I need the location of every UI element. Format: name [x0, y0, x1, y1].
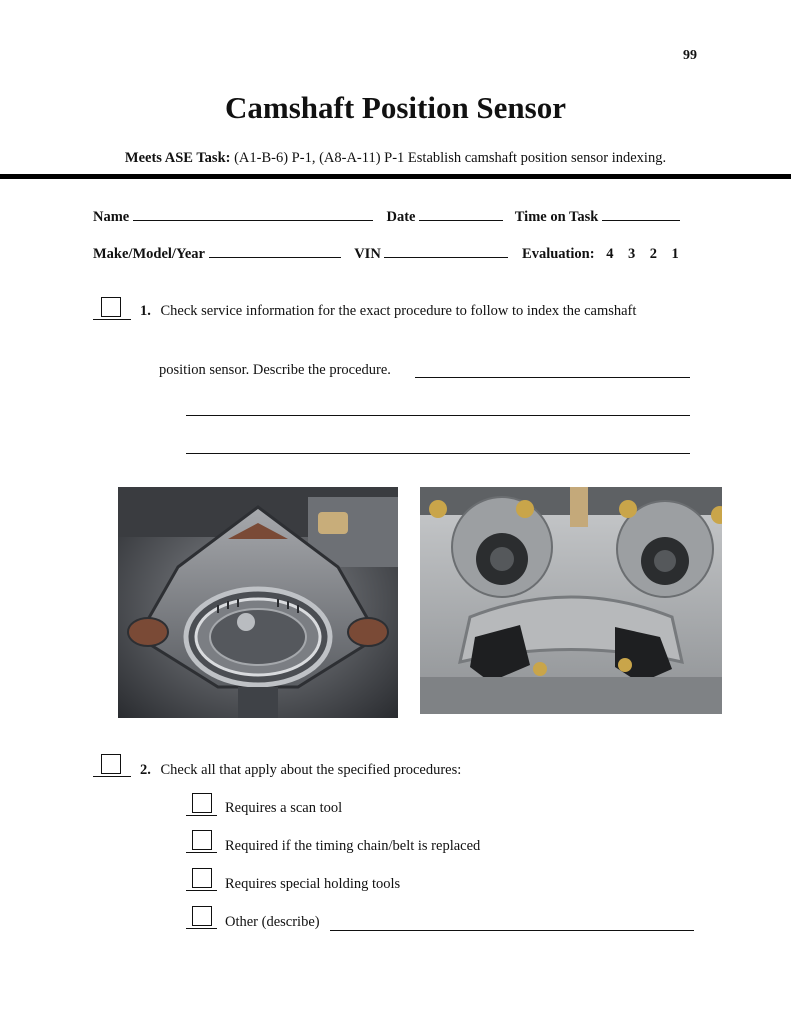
step-1-number: 1. [140, 303, 151, 319]
step-2-text: Check all that apply about the specified procedures: [160, 762, 462, 778]
step-1-text-line2: position sensor. Describe the procedure. [159, 362, 391, 378]
evaluation-scale[interactable]: 4 3 2 1 [606, 246, 679, 262]
name-field[interactable] [133, 208, 373, 221]
page-title: Camshaft Position Sensor [224, 90, 566, 125]
option-scan-tool-box[interactable] [192, 793, 212, 813]
page-number: 99 [683, 48, 697, 63]
step-1-text-line1: Check service information for the exact procedure to follow to index the camshaft [160, 303, 637, 319]
option-timing-chain-label: Required if the timing chain/belt is replaced [225, 838, 481, 854]
step-2 [140, 762, 461, 779]
option-other-underline [186, 928, 217, 929]
camshaft-sensor-photo-graphic [420, 487, 722, 714]
option-other-checkbox[interactable] [186, 906, 218, 930]
header-rule [0, 174, 791, 179]
option-other-label: Other (describe) [225, 914, 320, 930]
name-label: Name [93, 209, 130, 225]
step-1-checkbox-underline [93, 319, 131, 320]
option-holding-tools-label: Requires special holding tools [225, 876, 401, 892]
evaluation-label: Evaluation: [522, 246, 595, 262]
timing-chain-photo [118, 487, 398, 718]
option-timing-chain-underline [186, 852, 217, 853]
option-scan-tool-label: Requires a scan tool [225, 800, 343, 816]
vin-label: VIN [354, 246, 381, 262]
ase-task-text: (A1-B-6) P-1, (A8-A-11) P-1 Establish camshaft position sensor indexing. [234, 150, 667, 166]
time-on-task-label: Time on Task [514, 209, 599, 225]
step-1-answer-line-1[interactable] [415, 377, 690, 378]
date-field[interactable] [419, 208, 503, 221]
camshaft-sensor-photo [420, 487, 722, 714]
time-on-task-field[interactable] [602, 208, 680, 221]
make-vin-evaluation-row [93, 245, 679, 263]
step-2-checkbox-underline [93, 776, 131, 777]
ase-task-label: Meets ASE Task: [124, 150, 231, 166]
timing-chain-photo-graphic [118, 487, 398, 718]
step-2-checkbox-box[interactable] [101, 754, 121, 774]
step-1-checkbox[interactable] [93, 297, 133, 321]
option-timing-chain-box[interactable] [192, 830, 212, 850]
step-2-checkbox[interactable] [93, 754, 133, 778]
step-1-checkbox-box[interactable] [101, 297, 121, 317]
step-2-number: 2. [140, 762, 151, 778]
step-1 [140, 303, 636, 320]
option-other-box[interactable] [192, 906, 212, 926]
option-other-answer-line[interactable] [330, 930, 694, 931]
step-1-answer-line-3[interactable] [186, 453, 690, 454]
ase-task-line [0, 150, 791, 167]
option-holding-tools-box[interactable] [192, 868, 212, 888]
step-1-line2 [159, 362, 391, 379]
option-holding-tools-underline [186, 890, 217, 891]
make-model-year-field[interactable] [209, 245, 341, 258]
step-1-answer-line-2[interactable] [186, 415, 690, 416]
vin-field[interactable] [384, 245, 508, 258]
option-holding-tools-checkbox[interactable] [186, 868, 218, 892]
option-scan-tool-checkbox[interactable] [186, 793, 218, 817]
make-model-year-label: Make/Model/Year [93, 246, 205, 262]
option-scan-tool-underline [186, 815, 217, 816]
date-label: Date [386, 209, 416, 225]
name-date-time-row [93, 208, 680, 226]
option-timing-chain-checkbox[interactable] [186, 830, 218, 854]
